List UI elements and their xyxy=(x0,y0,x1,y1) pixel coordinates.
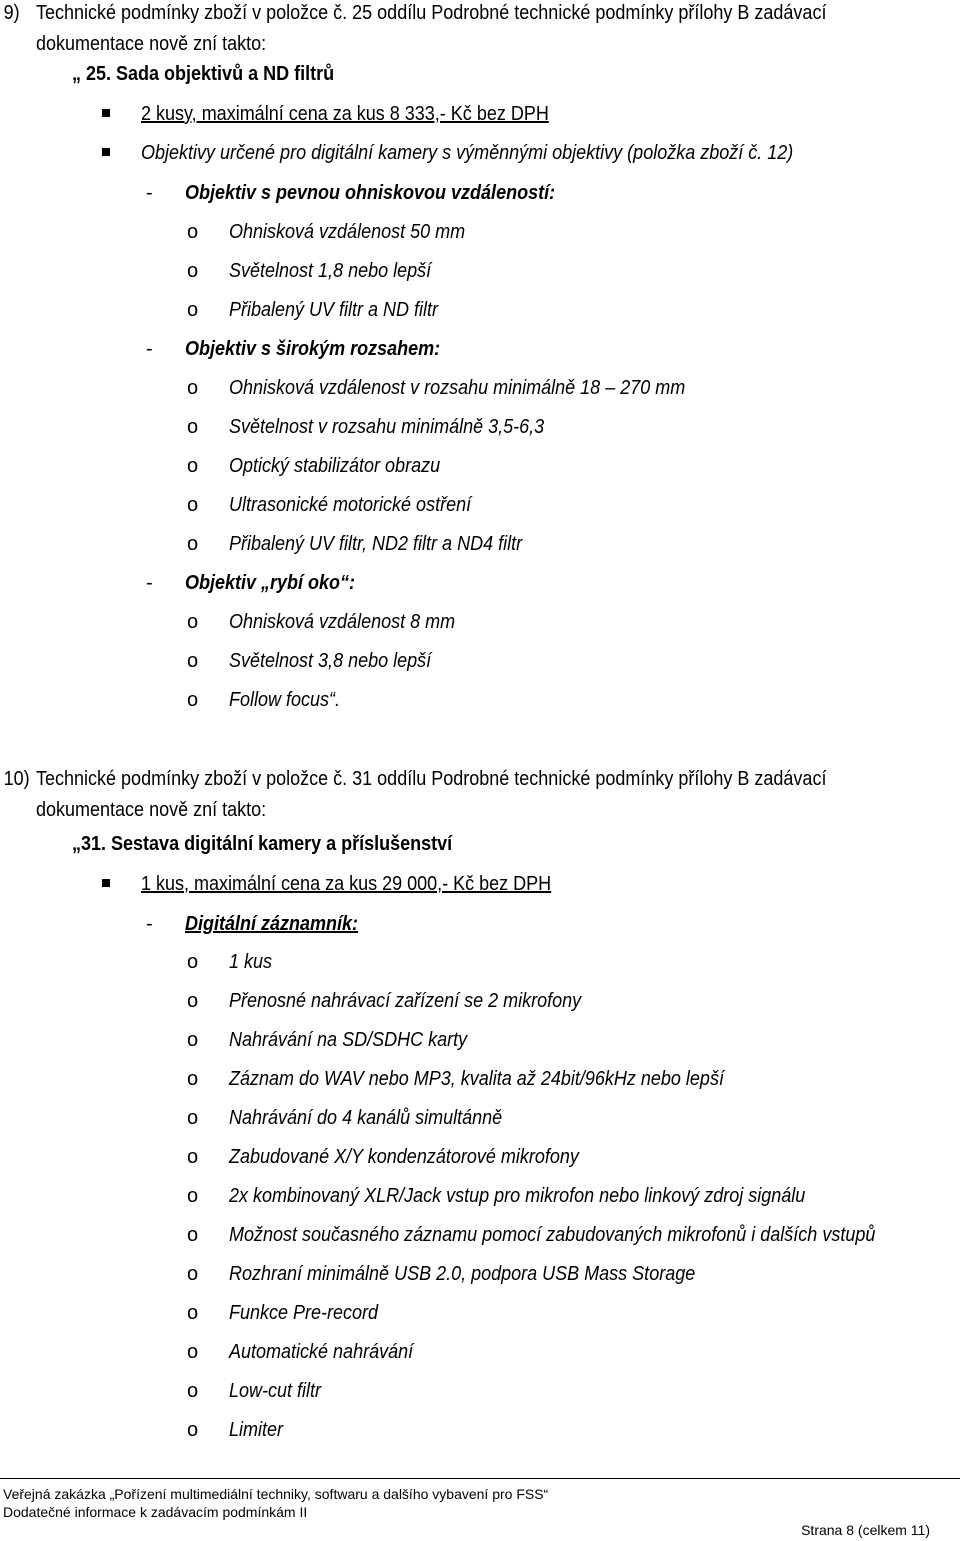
section-10-intro xyxy=(3,764,955,826)
list-item-text: Low-cut filtr xyxy=(229,1380,322,1402)
section-9-number: 9) xyxy=(3,2,20,24)
circle-marker: o xyxy=(187,990,199,1012)
circle-marker: o xyxy=(187,1419,199,1441)
circle-marker: o xyxy=(187,1224,199,1246)
circle-marker: o xyxy=(187,455,199,477)
list-item-text: 1 kus xyxy=(229,951,273,973)
list-item-text: Světelnost 3,8 nebo lepší xyxy=(229,650,432,672)
dash-marker: - xyxy=(146,913,153,935)
circle-marker: o xyxy=(187,299,199,321)
dash-marker: - xyxy=(146,338,153,360)
dash-marker: - xyxy=(146,182,153,204)
page-number: Strana 8 (celkem 11) xyxy=(801,1522,930,1538)
list-item-text: Záznam do WAV nebo MP3, kvalita až 24bit/96kHz nebo lepší xyxy=(229,1068,724,1090)
circle-marker: o xyxy=(187,1341,199,1363)
list-item-text: 2x kombinovaný XLR/Jack vstup pro mikrofon nebo linkový zdroj signálu xyxy=(229,1185,806,1207)
section-9-intro-line2: dokumentace nově zní takto: xyxy=(36,33,267,55)
circle-marker: o xyxy=(187,494,199,516)
section-10-bullet-text: 1 kus, maximální cena za kus 29 000,- Kč bez DPH xyxy=(141,873,552,895)
circle-marker: o xyxy=(187,611,199,633)
footer-subtitle: Dodatečné informace k zadávacím podmínkám II xyxy=(3,1504,308,1520)
section-10-intro-line1: Technické podmínky zboží v položce č. 31 oddílu Podrobné technické podmínky přílohy B zadávací xyxy=(36,768,827,790)
square-bullet-icon xyxy=(102,109,110,117)
circle-marker: o xyxy=(187,689,199,711)
list-item-text: Ohnisková vzdálenost v rozsahu minimálně 18 – 270 mm xyxy=(229,377,686,399)
circle-marker: o xyxy=(187,416,199,438)
list-item-text: Světelnost v rozsahu minimálně 3,5-6,3 xyxy=(229,416,545,438)
list-item-text: Nahrávání do 4 kanálů simultánně xyxy=(229,1107,503,1129)
list-item-text: Přibalený UV filtr a ND filtr xyxy=(229,299,439,321)
circle-marker: o xyxy=(187,377,199,399)
square-bullet-icon xyxy=(102,148,110,156)
circle-marker: o xyxy=(187,1380,199,1402)
circle-marker: o xyxy=(187,260,199,282)
group-title-text: Objektiv s širokým rozsahem: xyxy=(185,338,441,360)
section-10-intro-line2: dokumentace nově zní takto: xyxy=(36,799,267,821)
group-title-text: Objektiv s pevnou ohniskovou vzdáleností: xyxy=(185,182,556,204)
circle-marker: o xyxy=(187,1263,199,1285)
circle-marker: o xyxy=(187,951,199,973)
circle-marker: o xyxy=(187,1302,199,1324)
circle-marker: o xyxy=(187,533,199,555)
circle-marker: o xyxy=(187,221,199,243)
list-item-text: Limiter xyxy=(229,1419,284,1441)
list-item-text: Světelnost 1,8 nebo lepší xyxy=(229,260,432,282)
section-10-number: 10) xyxy=(3,768,30,790)
footer-title: Veřejná zakázka „Pořízení multimediální techniky, softwaru a dalšího vybavení pro FSS“ xyxy=(3,1486,549,1502)
list-item-text: Ohnisková vzdálenost 50 mm xyxy=(229,221,466,243)
list-item-text: Zabudované X/Y kondenzátorové mikrofony xyxy=(229,1146,579,1168)
group-title-text: Objektiv „rybí oko“: xyxy=(185,572,356,594)
list-item-text: Automatické nahrávání xyxy=(229,1341,414,1363)
footer-divider xyxy=(0,1478,960,1479)
list-item-text: Přenosné nahrávací zařízení se 2 mikrofony xyxy=(229,990,582,1012)
circle-marker: o xyxy=(187,650,199,672)
group-title-text: Digitální záznamník: xyxy=(185,913,359,935)
list-item-text: Ohnisková vzdálenost 8 mm xyxy=(229,611,456,633)
section-10-heading: „31. Sestava digitální kamery a příslušenství xyxy=(72,833,453,855)
circle-marker: o xyxy=(187,1107,199,1129)
circle-marker: o xyxy=(187,1185,199,1207)
circle-marker: o xyxy=(187,1029,199,1051)
square-bullet-icon xyxy=(102,879,110,887)
list-item-text: Follow focus“. xyxy=(229,689,341,711)
dash-marker: - xyxy=(146,572,153,594)
circle-marker: o xyxy=(187,1068,199,1090)
section-9-bullet-text: Objektivy určené pro digitální kamery s výměnnými objektivy (položka zboží č. 12) xyxy=(141,142,794,164)
list-item-text: Optický stabilizátor obrazu xyxy=(229,455,441,477)
list-item-text: Rozhraní minimálně USB 2.0, podpora USB Mass Storage xyxy=(229,1263,696,1285)
section-9-intro-line1: Technické podmínky zboží v položce č. 25 oddílu Podrobné technické podmínky přílohy B zadávací xyxy=(36,2,827,24)
list-item-text: Ultrasonické motorické ostření xyxy=(229,494,472,516)
circle-marker: o xyxy=(187,1146,199,1168)
list-item-text: Nahrávání na SD/SDHC karty xyxy=(229,1029,468,1051)
list-item-text: Funkce Pre-record xyxy=(229,1302,379,1324)
section-9-intro xyxy=(3,0,955,60)
section-9-heading: „ 25. Sada objektivů a ND filtrů xyxy=(72,63,335,85)
section-9-bullet-text: 2 kusy, maximální cena za kus 8 333,- Kč bez DPH xyxy=(141,103,549,125)
list-item-text: Přibalený UV filtr, ND2 filtr a ND4 filtr xyxy=(229,533,523,555)
list-item-text: Možnost současného záznamu pomocí zabudovaných mikrofonů i dalších vstupů xyxy=(229,1224,876,1246)
